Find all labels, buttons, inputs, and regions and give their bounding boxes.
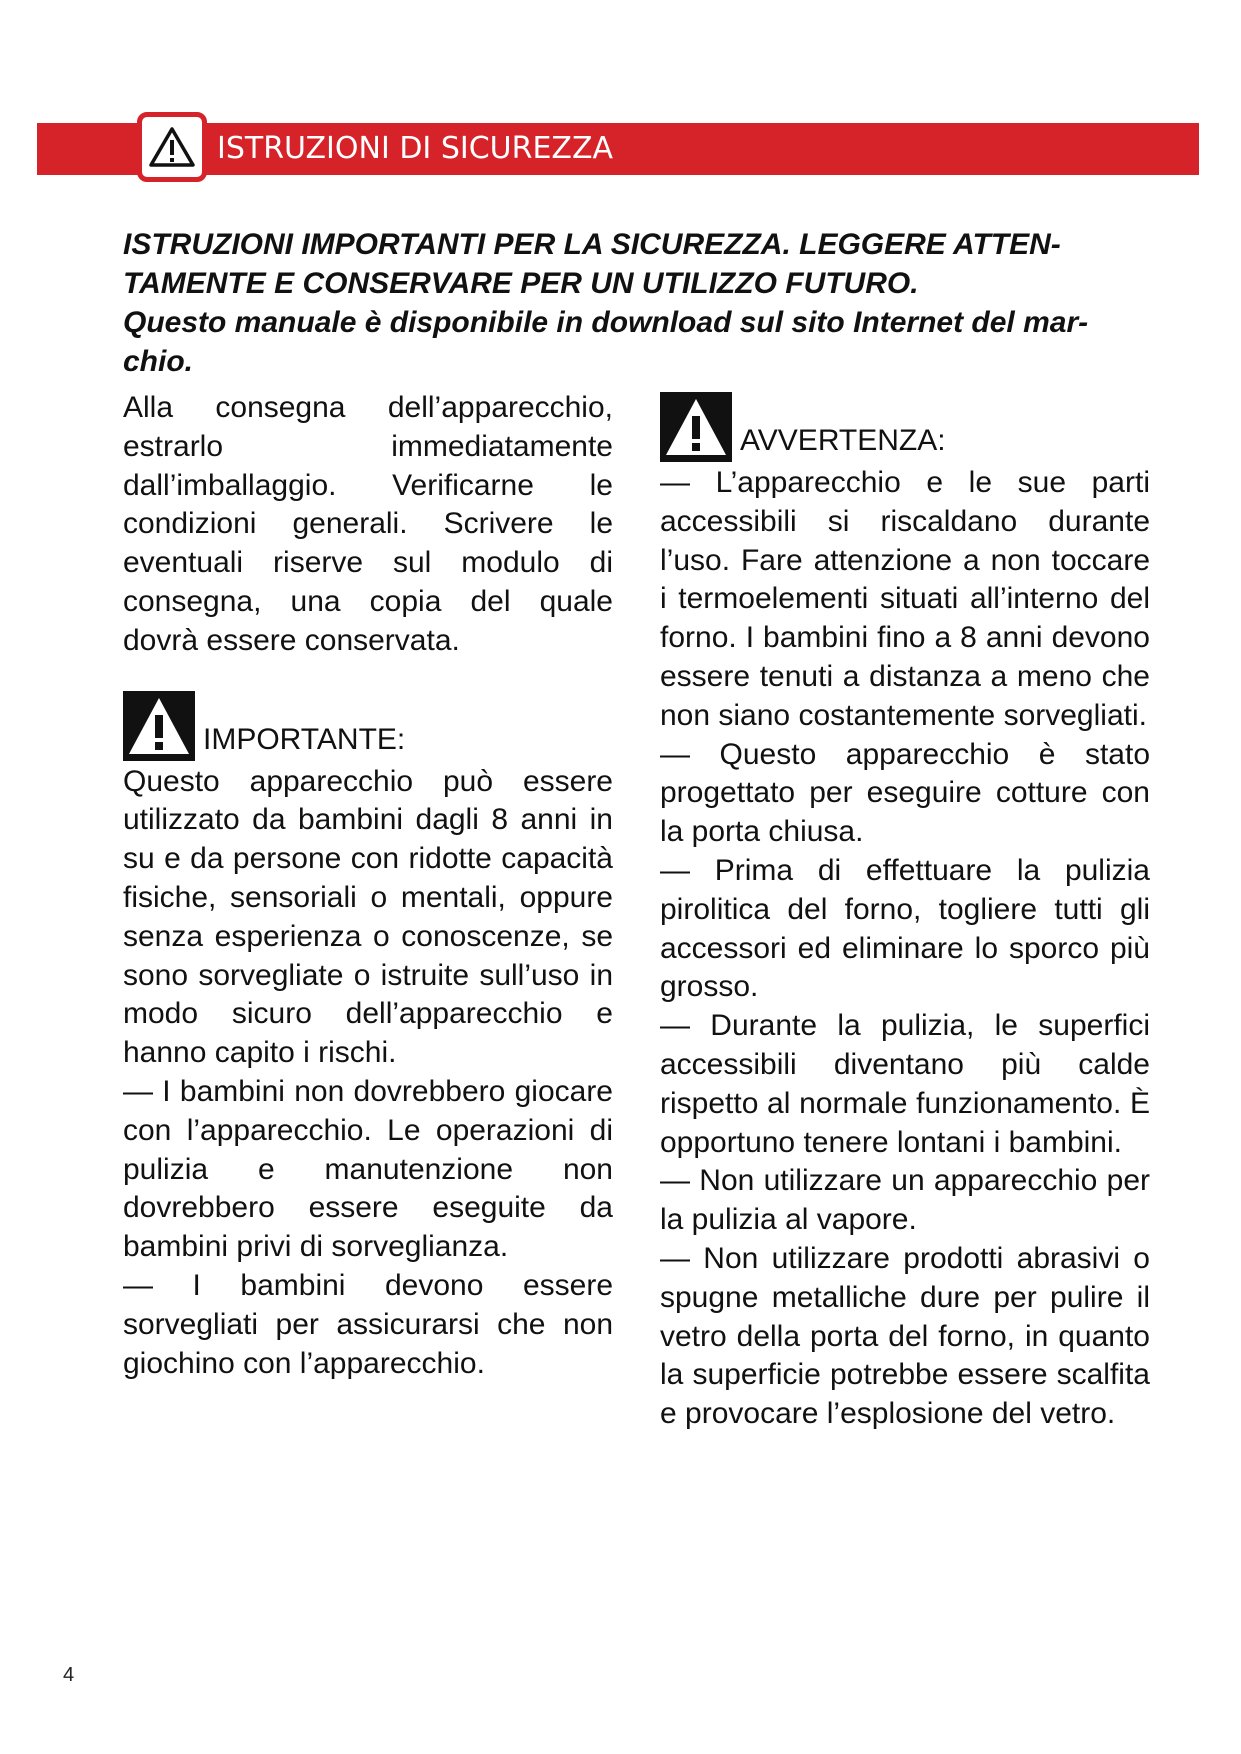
warning-paragraph-4: — Durante la pulizia, le superfici accessibili diventano più calde rispetto al normale funzionamento. È opportuno tenere lontani i bambini. <box>660 1009 1150 1159</box>
warning-paragraph-1: — L’apparecchio e le sue parti accessibili si riscaldano durante l’uso. Fare attenzione a non toccare i termoelementi situati all’interno del forno. I bambini fino a 8 anni devono essere tenuti a distanza a meno che non siano costantemente sorvegliati. <box>660 466 1150 732</box>
intro-download-notice: Questo manuale è disponibile in download sul sito Internet del mar-chio. <box>123 306 1089 378</box>
warning-triangle-icon <box>660 392 732 462</box>
important-label: IMPORTANTE: <box>203 722 406 756</box>
delivery-paragraph: Alla consegna dell’apparecchio, estrarlo immediatamente dall’imballaggio. Verificarne le condizioni generali. Scrivere le eventuali riserve sul modulo di consegna, una copia del quale dovrà essere conservata. <box>123 391 613 657</box>
important-paragraph-2: — I bambini non dovrebbero giocare con l’apparecchio. Le operazioni di pulizia e manutenzione non dovrebbero essere eseguite da bambini privi di sorveglianza. <box>123 1074 613 1264</box>
warning-paragraph-6: — Non utilizzare prodotti abrasivi o spugne metalliche dure per pulire il vetro della porta del forno, in quanto la superficie potrebbe essere scalfita e provocare l’esplosione del vetro. <box>660 1241 1150 1431</box>
important-paragraph-3: — I bambini devono essere sorvegliati per assicurarsi che non giochino con l’apparecchio. <box>123 1268 613 1380</box>
intro-block <box>123 225 1158 381</box>
warning-paragraph-5: — Non utilizzare un apparecchio per la pulizia al vapore. <box>660 1164 1150 1237</box>
warning-paragraph-2: — Questo apparecchio è stato progettato per eseguire cotture con la porta chiusa. <box>660 737 1150 849</box>
warning-label: AVVERTENZA: <box>740 424 946 457</box>
warning-triangle-icon <box>123 691 195 761</box>
section-title: ISTRUZIONI DI SICUREZZA <box>217 131 614 166</box>
left-column <box>123 389 613 1383</box>
page-number: 4 <box>63 1664 75 1686</box>
warning-heading <box>660 392 1150 462</box>
intro-important-notice: ISTRUZIONI IMPORTANTI PER LA SICUREZZA. LEGGERE ATTEN-TAMENTE E CONSERVARE PER UN UTILIZZO FUTURO. <box>123 228 1061 300</box>
important-heading <box>123 691 613 761</box>
right-column <box>660 389 1150 1434</box>
warning-paragraph-3: — Prima di effettuare la pulizia pirolitica del forno, togliere tutti gli accessori ed eliminare lo sporco più grosso. <box>660 853 1150 1004</box>
section-header-banner <box>37 123 1199 175</box>
warning-triangle-icon <box>137 112 207 182</box>
important-paragraph-1: Questo apparecchio può essere utilizzato da bambini dagli 8 anni in su e da persone con ridotte capacità fisiche, sensoriali o mentali, oppure senza esperienza o conoscenze, se sono sorvegliate o istruite sull’uso in modo sicuro dell’apparecchio e hanno capito i rischi. <box>123 764 613 1070</box>
